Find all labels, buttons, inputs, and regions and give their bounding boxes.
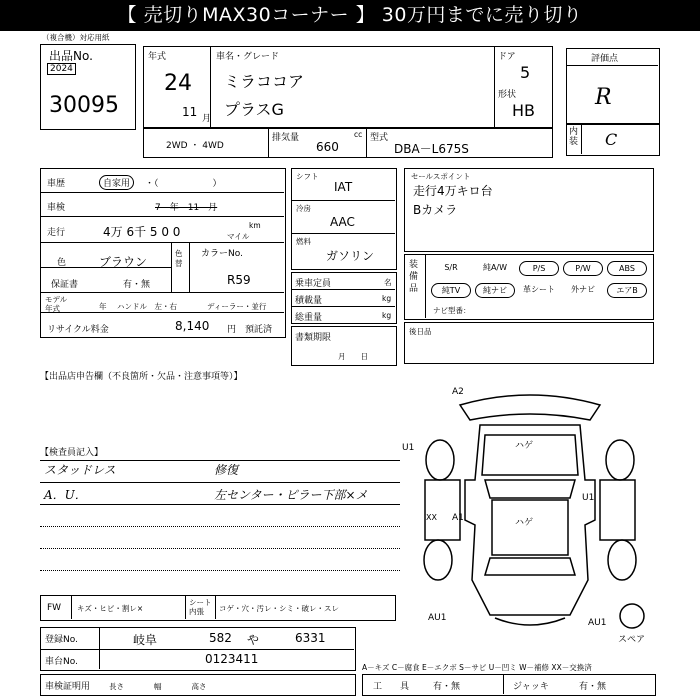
sales-line2: Bカメラ: [413, 203, 458, 217]
mileage-value: 4万 6千 5 0 0: [103, 225, 181, 239]
sales-line1: 走行4万キロ台: [413, 184, 493, 198]
reg-number: 6331: [295, 631, 326, 645]
inspector-label: 【検査員記入】: [40, 448, 104, 458]
mark-front: A2: [452, 387, 464, 397]
banner-title: 【 売切りMAX30コーナー 】 30万円までに売り切り: [0, 0, 700, 31]
equip-label: 装備品: [409, 260, 419, 294]
grade: プラスG: [224, 100, 284, 119]
sales-label: セールスポイント: [411, 172, 471, 181]
reg-kana: や: [247, 633, 260, 647]
mark-a1: A1: [452, 513, 464, 523]
recycle-value: 8,140: [175, 319, 210, 333]
equip-item: P/W: [563, 261, 603, 276]
equip-item: 純A/W: [482, 263, 508, 272]
shift-value: IAT: [334, 180, 353, 194]
cert-box: [40, 674, 356, 696]
spec-box: [143, 128, 553, 158]
shift-label: シフト: [296, 172, 319, 181]
mark-au1-left: AU1: [428, 613, 447, 623]
damage-legend: A－キズ C－腐食 E－エクボ S－サビ U－凹ミ W－補修 XX－交換済: [362, 663, 592, 672]
chassis-value: 0123411: [205, 652, 259, 666]
weight-unit: kg: [382, 311, 392, 320]
tools-value: 有・無: [433, 682, 461, 692]
score-value: R: [595, 85, 612, 110]
registration-box: [40, 627, 356, 671]
mark-spare: スペア: [618, 635, 646, 645]
fw-seat-box: [40, 595, 396, 621]
interior-label: 内装: [569, 127, 579, 147]
fuel-label: 燃料: [296, 237, 311, 246]
fw-items: キズ・ヒビ・割レ×: [77, 604, 144, 613]
note-line2-right: 左センター・ピラー下部×メ: [214, 488, 368, 502]
vehicle-info-box: [143, 46, 553, 128]
inspection-label: 車検: [47, 203, 66, 213]
ac-label: 冷房: [296, 204, 311, 213]
equipment-box: [404, 254, 654, 320]
displacement-label: 排気量: [272, 133, 300, 143]
drive: 2WD ・ 4WD: [166, 141, 224, 151]
month-value: 11: [182, 105, 198, 119]
inspection-value: 7 年 11 月: [155, 203, 218, 213]
drivetrain-box: [291, 168, 397, 270]
history-label: 車歴: [47, 179, 66, 189]
recycle-note: 預託済: [245, 325, 273, 335]
weight-label: 総重量: [295, 313, 323, 323]
month-unit: 月: [202, 114, 212, 124]
color-change-label: 色替: [175, 249, 183, 268]
displacement-value: 660: [316, 140, 339, 154]
reg-area: 岐阜: [133, 633, 158, 647]
color-no-value: R59: [227, 273, 251, 287]
note-line1-left: スタッドレス: [44, 463, 116, 477]
recycle-label: リサイクル料金: [47, 325, 109, 335]
lot-number: 30095: [49, 93, 119, 118]
note-line2-left: A．U．: [44, 488, 87, 502]
year-label: 年式: [148, 52, 167, 62]
navi-label: ナビ型番：: [433, 306, 471, 315]
chassis-label: 車台No.: [45, 657, 78, 667]
equip-item: 外ナビ: [571, 285, 595, 294]
cert-fields: 長さ 幅 高さ: [109, 682, 207, 691]
model-year-unit: 年: [99, 302, 107, 311]
capacity-label: 乗車定員: [295, 279, 332, 289]
equip-item: 革シート: [523, 285, 555, 294]
model-year-label: モデル年式: [45, 295, 68, 313]
warranty-label: 保証書: [51, 280, 79, 290]
color-value: ブラウン: [99, 255, 148, 269]
door-value: 5: [520, 63, 531, 82]
dealer-label: ディーラー・並行: [207, 302, 267, 311]
tools-box: [362, 674, 656, 696]
load-label: 積載量: [295, 296, 323, 306]
details-box: [40, 168, 286, 338]
score-label: 評価点: [591, 54, 619, 64]
seat-items: コゲ・穴・汚レ・シミ・破レ・スレ: [219, 604, 339, 613]
history-rest: ・（ ）: [145, 179, 222, 189]
jack-label: ジャッキ: [513, 682, 549, 692]
interior-box: [566, 124, 660, 156]
sales-box: [404, 168, 654, 252]
history-value: 自家用: [99, 175, 134, 190]
capacity-unit: 名: [384, 278, 392, 287]
cert-label: 車検証明用: [45, 682, 91, 692]
seat-label: シート内張: [189, 598, 212, 616]
mark-u1-left: U1: [402, 443, 415, 453]
fw-label: FW: [47, 603, 62, 613]
doc-label: 書類期限: [295, 333, 332, 343]
interior-value: C: [605, 130, 618, 149]
lot-label: 出品No.: [49, 49, 93, 63]
capacity-box: [291, 272, 397, 324]
recycle-unit: 円: [227, 325, 237, 335]
tools-label: 工 具: [373, 682, 410, 692]
model-label: 車名・グレード: [216, 52, 280, 62]
equip-item: 純ナビ: [475, 283, 515, 298]
equip-item: 純TV: [431, 283, 471, 298]
warranty-value: 有・無: [123, 280, 151, 290]
mark-xx: XX: [426, 513, 437, 522]
doc-unit: 月 日: [338, 352, 368, 361]
mileage-unit-mile: マイル: [227, 232, 250, 241]
mark-u1-right: U1: [582, 493, 595, 503]
reg-class: 582: [209, 631, 232, 645]
lot-number-box: [40, 44, 136, 130]
declaration-label: 【出品店申告欄（不良箇所・欠品・注意事項等）】: [40, 372, 243, 382]
return-label: 後日品: [409, 327, 432, 336]
door-label: ドア: [498, 52, 516, 62]
mark-au1-right: AU1: [588, 618, 607, 628]
model-name: ミラココア: [224, 72, 305, 91]
equip-item: P/S: [519, 261, 559, 276]
mileage-unit: km: [249, 221, 261, 230]
year-value: 24: [164, 71, 192, 96]
car-damage-diagram: [400, 380, 660, 645]
jack-value: 有・無: [579, 682, 607, 692]
reg-label: 登録No.: [45, 635, 78, 645]
displacement-unit: cc: [354, 130, 363, 139]
model-code: DBA－L675S: [394, 142, 469, 156]
shape-label: 形状: [498, 90, 517, 100]
fuel-value: ガソリン: [326, 249, 375, 263]
handle-label: ハンドル 左・右: [117, 302, 177, 311]
mark-hood: ハゲ: [515, 441, 534, 451]
equip-item: ABS: [607, 261, 647, 276]
load-unit: kg: [382, 294, 392, 303]
sheet-type: （複合機）対応用紙: [42, 33, 110, 42]
color-no-label: カラーNo.: [201, 249, 243, 259]
model-code-label: 型式: [370, 133, 389, 143]
color-label: 色: [57, 258, 67, 268]
shape-value: HB: [512, 101, 536, 120]
year-tag: 2024: [47, 63, 76, 75]
mileage-label: 走行: [47, 228, 66, 238]
note-line1-right: 修復: [214, 463, 239, 477]
mark-roof: ハゲ: [515, 518, 534, 528]
doc-box: [291, 326, 397, 366]
ac-value: AAC: [330, 215, 355, 229]
return-box: [404, 322, 654, 364]
equip-item: S/R: [444, 263, 458, 272]
score-box: [566, 48, 660, 124]
equip-item: エアB: [607, 283, 647, 298]
